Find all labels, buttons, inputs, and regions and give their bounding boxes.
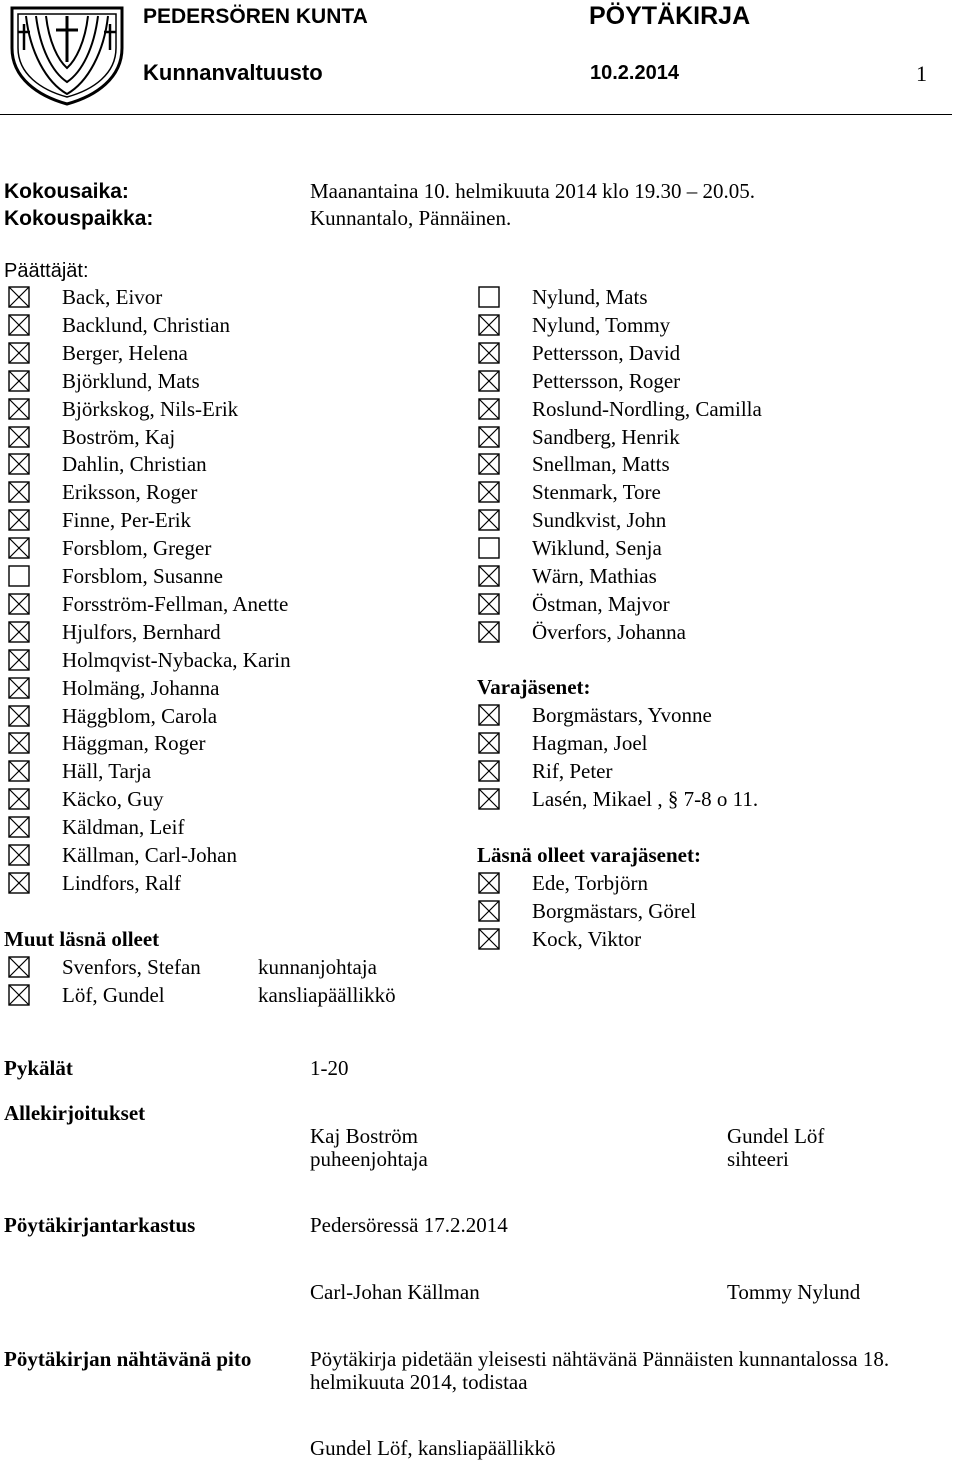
decision-makers-heading: Päättäjät: — [4, 260, 89, 282]
attendee-name: Pettersson, David — [532, 340, 681, 365]
attendee-name: Svenfors, Stefan — [62, 955, 201, 979]
checked-box-icon — [8, 760, 30, 782]
checked-box-icon — [8, 370, 30, 392]
secretary-name: Gundel Löf — [727, 1124, 825, 1148]
attendance-row — [478, 478, 661, 506]
review-place-date: Pedersöressä 17.2.2014 — [310, 1213, 508, 1237]
attendance-row — [478, 450, 670, 478]
attendance-row — [478, 785, 758, 813]
attendee-name: Lindfors, Ralf — [62, 870, 181, 895]
attendance-row — [478, 339, 680, 367]
checked-box-icon — [478, 481, 500, 503]
attendance-row — [8, 562, 223, 590]
attendee-name: Källman, Carl-Johan — [62, 843, 237, 867]
attendance-row — [8, 450, 207, 478]
page-number: 1 — [916, 61, 927, 86]
attendee-name: Back, Eivor — [62, 285, 163, 309]
attendee-name: Boström, Kaj — [62, 424, 176, 449]
attendance-row — [478, 367, 680, 395]
attendee-name: Björklund, Mats — [62, 368, 200, 393]
checked-box-icon — [8, 537, 30, 559]
checked-box-icon — [8, 398, 30, 420]
attendee-name: Nylund, Tommy — [532, 312, 671, 337]
attendance-row — [8, 813, 184, 841]
document-type: PÖYTÄKIRJA — [589, 2, 751, 30]
signatures-label: Allekirjoitukset — [4, 1101, 146, 1125]
attendance-row — [478, 897, 696, 925]
attendance-row — [8, 702, 217, 730]
attendance-row — [478, 562, 657, 590]
attendance-row — [478, 283, 648, 311]
checked-box-icon — [8, 593, 30, 615]
attendance-row — [478, 925, 641, 953]
checked-box-icon — [8, 453, 30, 475]
substitutes-heading: Varajäsenet: — [477, 675, 591, 699]
checked-box-icon — [478, 788, 500, 810]
checked-box-icon — [8, 649, 30, 671]
attendee-name: Sundkvist, John — [532, 508, 667, 533]
checked-box-icon — [8, 509, 30, 531]
checked-box-icon — [8, 732, 30, 754]
attendee-name: Backlund, Christian — [62, 312, 230, 337]
municipality-name: PEDERSÖREN KUNTA — [143, 5, 368, 28]
others-present-heading: Muut läsnä olleet — [4, 927, 160, 951]
attendee-name: Roslund-Nordling, Camilla — [532, 396, 762, 421]
meeting-body: Kunnanvaltuusto — [143, 60, 323, 85]
checked-box-icon — [478, 509, 500, 531]
attendance-row — [8, 283, 162, 311]
checked-box-icon — [8, 314, 30, 336]
attendance-row — [8, 311, 230, 339]
meeting-place-label: Kokouspaikka: — [4, 207, 154, 230]
checked-box-icon — [8, 426, 30, 448]
attendee-name: Löf, Gundel — [62, 982, 165, 1007]
attendee-name: Stenmark, Tore — [532, 480, 661, 505]
checked-box-icon — [8, 872, 30, 894]
checked-box-icon — [478, 453, 500, 475]
attendance-row — [478, 757, 612, 785]
attendee-name: Wärn, Mathias — [532, 564, 657, 588]
checked-box-icon — [478, 593, 500, 615]
attendee-name: Eriksson, Roger — [62, 480, 198, 505]
meeting-date: 10.2.2014 — [590, 62, 679, 84]
checked-box-icon — [8, 621, 30, 643]
attendee-name: Häggblom, Carola — [62, 703, 218, 728]
checked-box-icon — [478, 704, 500, 726]
reviewer-2: Tommy Nylund — [727, 1280, 861, 1304]
attendance-row — [8, 590, 288, 618]
attendance-row — [478, 534, 662, 562]
sections-value: 1-20 — [310, 1056, 349, 1080]
attendance-row — [8, 785, 163, 813]
attendee-name: Nylund, Mats — [532, 285, 648, 309]
attendee-name: Snellman, Matts — [532, 452, 670, 477]
attendee-name: Forsblom, Susanne — [62, 564, 224, 588]
attendee-name: Häggman, Roger — [62, 731, 206, 756]
display-label: Pöytäkirjan nähtävänä pito — [4, 1347, 252, 1371]
attendance-row — [8, 534, 211, 562]
checked-box-icon — [8, 816, 30, 838]
attendance-row — [8, 729, 205, 757]
attendee-name: Ede, Torbjörn — [532, 871, 648, 895]
attendance-row — [8, 981, 396, 1009]
attendance-row — [8, 618, 221, 646]
attendance-row — [8, 367, 200, 395]
checked-box-icon — [8, 984, 30, 1006]
attendee-name: Berger, Helena — [62, 340, 188, 365]
present-substitutes-heading: Läsnä olleet varajäsenet: — [477, 843, 701, 867]
attendance-row — [478, 423, 680, 451]
attendee-name: Sandberg, Henrik — [532, 424, 680, 449]
review-label: Pöytäkirjantarkastus — [4, 1213, 196, 1237]
checked-box-icon — [8, 286, 30, 308]
checked-box-icon — [478, 314, 500, 336]
checked-box-icon — [8, 677, 30, 699]
attendance-row — [8, 395, 238, 423]
attendance-row — [478, 590, 670, 618]
attendance-row — [8, 423, 175, 451]
attendance-row — [478, 869, 648, 897]
attendance-row — [8, 674, 219, 702]
checked-box-icon — [478, 760, 500, 782]
attendance-row — [478, 311, 670, 339]
checked-box-icon — [478, 900, 500, 922]
attendance-row — [8, 869, 181, 897]
sections-label: Pykälät — [4, 1056, 73, 1080]
meeting-place-value: Kunnantalo, Pännäinen. — [310, 206, 512, 230]
attendance-row — [478, 506, 666, 534]
checked-box-icon — [478, 732, 500, 754]
attendance-row — [8, 953, 377, 981]
checked-box-icon — [8, 342, 30, 364]
empty-box-icon — [8, 565, 30, 587]
attendee-name: Hagman, Joel — [532, 730, 648, 755]
attendee-name: Häll, Tarja — [62, 759, 152, 784]
attendee-name: Överfors, Johanna — [532, 619, 686, 644]
header-divider — [0, 114, 952, 115]
attendee-name: Finne, Per-Erik — [62, 508, 192, 533]
attendee-name: Hjulfors, Bernhard — [62, 619, 221, 644]
attendee-name: Käcko, Guy — [62, 787, 164, 812]
display-text-line-1: Pöytäkirja pidetään yleisesti nähtävänä Pännäisten kunnantalossa 18. — [310, 1347, 890, 1371]
display-text-line-2: helmikuuta 2014, todistaa — [310, 1370, 528, 1394]
attendee-name: Wiklund, Senja — [532, 536, 662, 561]
attendee-name: Holmäng, Johanna — [62, 675, 220, 700]
attendance-row — [478, 701, 712, 729]
checked-box-icon — [478, 621, 500, 643]
checked-box-icon — [478, 426, 500, 448]
attendance-row — [478, 729, 647, 757]
attendee-name: Käldman, Leif — [62, 815, 185, 840]
meeting-time-value: Maanantaina 10. helmikuuta 2014 klo 19.30 – 20.05. — [310, 179, 756, 203]
attendee-name: Pettersson, Roger — [532, 368, 681, 393]
attendance-row — [478, 618, 686, 646]
attendance-row — [8, 478, 197, 506]
attendee-name: Rif, Peter — [532, 758, 613, 783]
attendee-name: Kock, Viktor — [532, 926, 642, 951]
checked-box-icon — [8, 956, 30, 978]
empty-box-icon — [478, 286, 500, 308]
attendee-name: Lasén, Mikael , § 7-8 o 11. — [532, 786, 759, 811]
checked-box-icon — [478, 342, 500, 364]
attendee-name: Borgmästars, Görel — [532, 898, 697, 923]
checked-box-icon — [8, 481, 30, 503]
chair-role: puheenjohtaja — [310, 1147, 428, 1171]
checked-box-icon — [8, 844, 30, 866]
attendee-role: kansliapäällikkö — [258, 982, 396, 1007]
secretary-role: sihteeri — [727, 1147, 789, 1171]
checked-box-icon — [478, 928, 500, 950]
attendee-name: Forsström-Fellman, Anette — [62, 591, 289, 616]
attendance-row — [8, 757, 151, 785]
meeting-time-label: Kokousaika: — [4, 180, 129, 203]
checked-box-icon — [478, 872, 500, 894]
attendee-name: Holmqvist-Nybacka, Karin — [62, 647, 291, 672]
attendee-name: Björkskog, Nils-Erik — [62, 396, 239, 421]
checked-box-icon — [478, 398, 500, 420]
attendee-name: Dahlin, Christian — [62, 452, 207, 477]
municipality-coat-of-arms-logo — [6, 2, 128, 106]
checked-box-icon — [8, 788, 30, 810]
attendee-role: kunnanjohtaja — [258, 955, 377, 979]
attendee-name: Borgmästars, Yvonne — [532, 703, 712, 727]
attendance-row — [8, 506, 191, 534]
checked-box-icon — [478, 370, 500, 392]
attendance-row — [478, 395, 762, 423]
attendee-name: Östman, Majvor — [532, 591, 670, 616]
attendee-name: Forsblom, Greger — [62, 536, 212, 561]
display-signer: Gundel Löf, kansliapäällikkö — [310, 1436, 556, 1460]
reviewer-1: Carl-Johan Källman — [310, 1280, 480, 1304]
chair-name: Kaj Boström — [310, 1124, 418, 1148]
attendance-row — [8, 646, 291, 674]
empty-box-icon — [478, 537, 500, 559]
attendance-row — [8, 841, 237, 869]
checked-box-icon — [478, 565, 500, 587]
checked-box-icon — [8, 705, 30, 727]
attendance-row — [8, 339, 188, 367]
